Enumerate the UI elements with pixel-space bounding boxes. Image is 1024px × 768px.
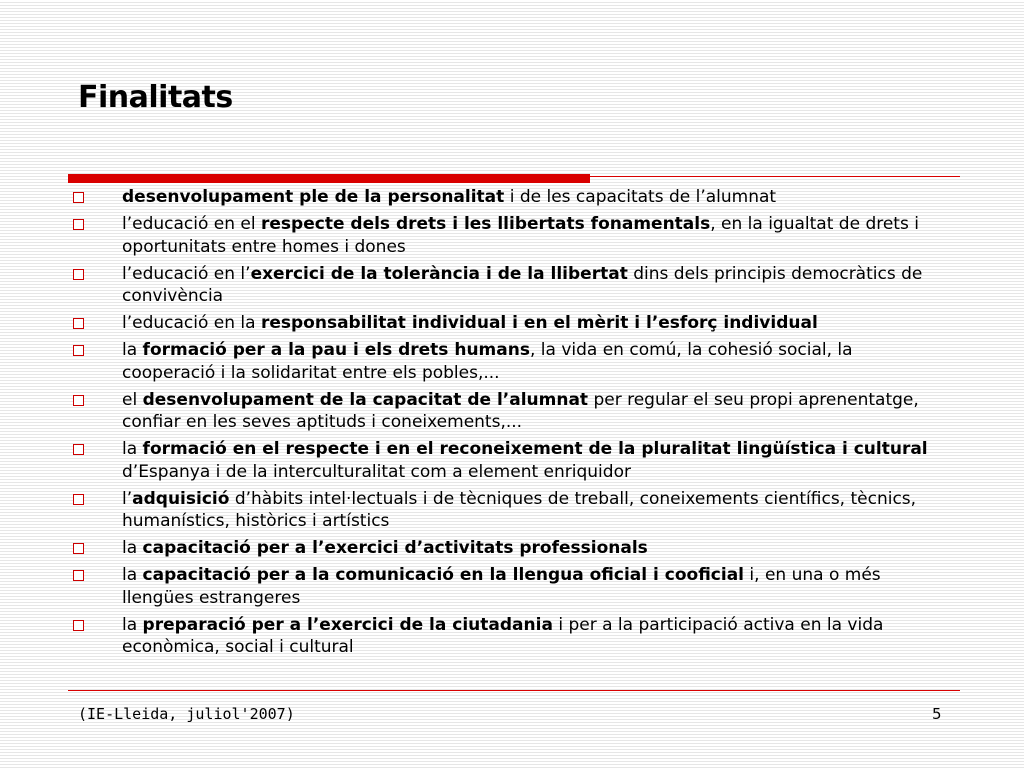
bullet-text-bold: respecte dels drets i les llibertats fonamentals [261,214,711,234]
bullet-text: d’hàbits intel·lectuals i de tècniques de treball, coneixements científics, tècnics, humanístics, històrics i artístics [122,488,917,531]
bullet-text-bold: exercici de la tolerància i de la llibertat [250,263,628,284]
bullet-item [70,263,950,308]
square-bullet-icon [73,444,84,455]
square-bullet-icon [73,345,84,356]
bullet-text: la [122,340,143,360]
footer-divider [68,690,960,691]
bullet-text-bold: preparació per a l’exercici de la ciutadania [142,614,553,635]
bullet-item [70,186,950,209]
bullet-item [70,488,950,533]
bullet-text: la [122,439,143,459]
title-divider-bar [68,174,590,183]
footer-text: (IE-Lleida, juliol'2007) [78,705,295,723]
bullet-text: l’educació en el [122,214,262,234]
bullet-text: l’educació en la [122,313,261,333]
bullet-item [70,564,950,609]
bullet-item [70,537,950,560]
square-bullet-icon [73,494,84,505]
bullet-text: i, en una o més llengües estrangeres [122,565,881,608]
square-bullet-icon [73,318,84,329]
bullet-text-bold: capacitació per a l’exercici d’activitats professionals [142,538,648,558]
bullet-text: el [122,389,143,410]
square-bullet-icon [73,219,84,230]
bullet-text-bold: capacitació per a la comunicació en la llengua oficial i cooficial [142,565,745,585]
square-bullet-icon [73,543,84,554]
bullet-text: la [122,614,143,635]
bullet-item [70,614,950,659]
bullet-text: , la vida en comú, la cohesió social, la cooperació i la solidaritat entre els pobles,... [122,340,853,383]
title-divider [68,174,960,183]
slide-title: Finalitats [78,80,233,115]
bullet-item [70,213,950,258]
page-number: 5 [932,705,942,723]
bullet-item [70,312,950,335]
square-bullet-icon [73,620,84,631]
bullet-text-bold: adquisició [132,488,230,509]
bullet-text: i per a la participació activa en la vida econòmica, social i cultural [122,614,884,657]
bullet-text-bold: formació per a la pau i els drets humans [142,340,530,360]
square-bullet-icon [73,570,84,581]
bullet-item [70,438,950,483]
square-bullet-icon [73,395,84,406]
square-bullet-icon [73,192,84,203]
bullet-text: la [122,565,143,585]
bullet-text: per regular el seu propi aprenentatge, confiar en les seves aptituds i coneixements,... [122,389,919,432]
square-bullet-icon [73,269,84,280]
bullet-text: , en la igualtat de drets i oportunitats entre homes i dones [122,214,919,257]
bullet-list [70,186,950,663]
bullet-text: la [122,538,143,558]
bullet-item [70,389,950,434]
bullet-text: i de les capacitats de l’alumnat [504,187,777,207]
bullet-text-bold: responsabilitat individual i en el mèrit i l’esforç individual [260,313,818,333]
bullet-text: l’ [122,488,133,509]
bullet-text: l’educació en l’ [122,263,251,284]
bullet-text: d’Espanya i de la interculturalitat com a element enriquidor [122,461,631,482]
title-divider-line [590,176,960,177]
bullet-item [70,339,950,384]
bullet-text: dins dels principis democràtics de convivència [122,263,923,306]
bullet-text-bold: desenvolupament ple de la personalitat [122,187,505,207]
bullet-text-bold: desenvolupament de la capacitat de l’alumnat [142,389,589,410]
bullet-text-bold: formació en el respecte i en el reconeixement de la pluralitat lingüística i cultural [142,439,928,459]
